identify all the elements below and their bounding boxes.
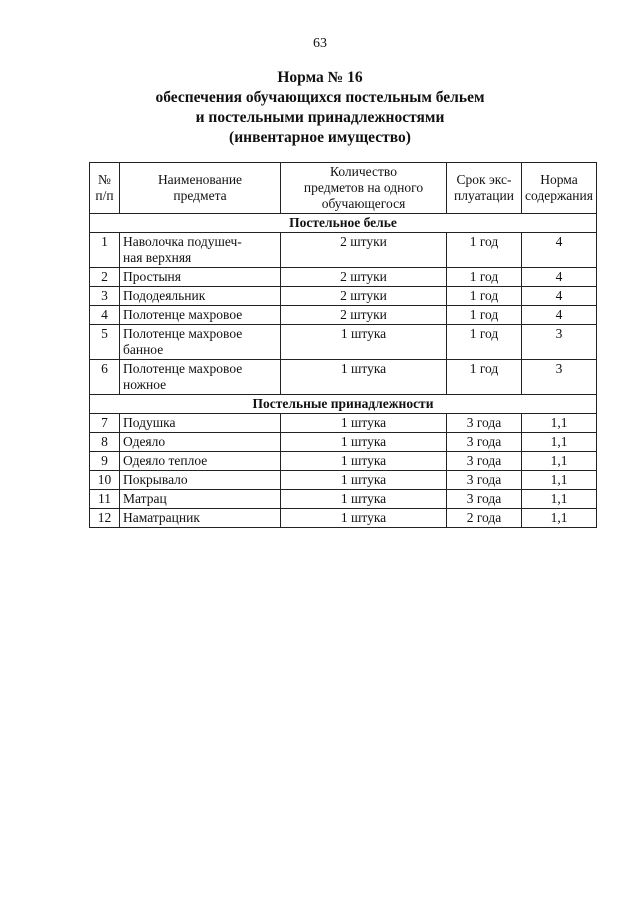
cell-name-line-1: Пододеяльник <box>123 288 206 303</box>
table-row <box>90 471 597 490</box>
header-quantity: Количество предметов на одного обучающегося <box>281 163 447 214</box>
table-row <box>90 268 597 287</box>
cell-name <box>120 360 281 395</box>
title-line-3: и постельными принадлежностями <box>195 109 445 126</box>
cell-quantity: 2 штуки <box>281 306 447 325</box>
cell-norm: 1,1 <box>522 471 597 490</box>
cell-quantity: 1 штука <box>281 490 447 509</box>
cell-quantity: 1 штука <box>281 433 447 452</box>
cell-num: 8 <box>90 433 120 452</box>
cell-num: 9 <box>90 452 120 471</box>
title-line-1: Норма № 16 <box>277 69 363 86</box>
cell-name-line-1: Полотенце махровое <box>123 361 243 376</box>
cell-name-line-1: Полотенце махровое <box>123 307 243 322</box>
cell-service-term: 3 года <box>447 433 522 452</box>
cell-name-line-1: Покрывало <box>123 472 188 487</box>
cell-num: 1 <box>90 233 120 268</box>
cell-name-line-2: ножное <box>123 377 167 392</box>
cell-num: 4 <box>90 306 120 325</box>
cell-num: 11 <box>90 490 120 509</box>
table-row <box>90 490 597 509</box>
cell-norm: 4 <box>522 268 597 287</box>
cell-name <box>120 509 281 528</box>
table-row <box>90 509 597 528</box>
section-header-row <box>90 395 597 414</box>
cell-name <box>120 490 281 509</box>
cell-name-line-1: Матрац <box>123 491 167 506</box>
cell-quantity: 2 штуки <box>281 287 447 306</box>
header-num: № п/п <box>90 163 120 214</box>
cell-name <box>120 471 281 490</box>
section-header-row <box>90 214 597 233</box>
table-row <box>90 414 597 433</box>
table-row <box>90 233 597 268</box>
header-name: Наименование предмета <box>120 163 281 214</box>
cell-service-term: 1 год <box>447 306 522 325</box>
cell-num: 5 <box>90 325 120 360</box>
header-norm: Норма содержания <box>522 163 597 214</box>
section-title: Постельное белье <box>90 214 597 233</box>
cell-num: 2 <box>90 268 120 287</box>
cell-name <box>120 325 281 360</box>
cell-name-line-2: ная верхняя <box>123 250 192 265</box>
table-header-row <box>90 163 597 214</box>
cell-name <box>120 414 281 433</box>
table-row <box>90 287 597 306</box>
cell-quantity: 1 штука <box>281 452 447 471</box>
cell-norm: 3 <box>522 360 597 395</box>
cell-name-line-1: Подушка <box>123 415 176 430</box>
cell-name-line-2: банное <box>123 342 164 357</box>
cell-norm: 4 <box>522 306 597 325</box>
cell-name <box>120 233 281 268</box>
cell-norm: 1,1 <box>522 414 597 433</box>
cell-num: 12 <box>90 509 120 528</box>
cell-norm: 1,1 <box>522 490 597 509</box>
cell-service-term: 3 года <box>447 490 522 509</box>
cell-service-term: 1 год <box>447 287 522 306</box>
cell-norm: 4 <box>522 233 597 268</box>
cell-num: 7 <box>90 414 120 433</box>
cell-name <box>120 433 281 452</box>
table-row <box>90 325 597 360</box>
cell-service-term: 3 года <box>447 471 522 490</box>
cell-name-line-1: Наматрацник <box>123 510 200 525</box>
cell-norm: 1,1 <box>522 509 597 528</box>
section-title: Постельные принадлежности <box>90 395 597 414</box>
document-title <box>90 68 550 148</box>
cell-name-line-1: Одеяло <box>123 434 166 449</box>
cell-name <box>120 287 281 306</box>
title-line-4: (инвентарное имущество) <box>229 129 411 146</box>
cell-quantity: 1 штука <box>281 360 447 395</box>
table-row <box>90 306 597 325</box>
cell-name <box>120 452 281 471</box>
cell-quantity: 2 штуки <box>281 233 447 268</box>
cell-service-term: 1 год <box>447 325 522 360</box>
cell-quantity: 1 штука <box>281 509 447 528</box>
cell-name-line-1: Одеяло теплое <box>123 453 208 468</box>
cell-quantity: 1 штука <box>281 325 447 360</box>
cell-service-term: 3 года <box>447 452 522 471</box>
cell-name-line-1: Полотенце махровое <box>123 326 243 341</box>
title-line-2: обеспечения обучающихся постельным бельем <box>155 89 485 106</box>
table-row <box>90 433 597 452</box>
cell-service-term: 1 год <box>447 233 522 268</box>
cell-name <box>120 306 281 325</box>
cell-quantity: 1 штука <box>281 471 447 490</box>
cell-norm: 4 <box>522 287 597 306</box>
cell-num: 6 <box>90 360 120 395</box>
table-body <box>90 214 597 528</box>
cell-name-line-1: Наволочка подушеч- <box>123 234 242 249</box>
cell-service-term: 1 год <box>447 268 522 287</box>
table-row <box>90 452 597 471</box>
header-service-term: Срок экс- плуатации <box>447 163 522 214</box>
cell-service-term: 2 года <box>447 509 522 528</box>
cell-service-term: 1 год <box>447 360 522 395</box>
cell-quantity: 2 штуки <box>281 268 447 287</box>
cell-service-term: 3 года <box>447 414 522 433</box>
cell-norm: 1,1 <box>522 452 597 471</box>
cell-norm: 1,1 <box>522 433 597 452</box>
cell-num: 10 <box>90 471 120 490</box>
table-row <box>90 360 597 395</box>
cell-quantity: 1 штука <box>281 414 447 433</box>
cell-norm: 3 <box>522 325 597 360</box>
cell-name-line-1: Простыня <box>123 269 181 284</box>
norm-table <box>89 162 597 528</box>
cell-num: 3 <box>90 287 120 306</box>
cell-name <box>120 268 281 287</box>
page-number: 63 <box>313 36 327 51</box>
